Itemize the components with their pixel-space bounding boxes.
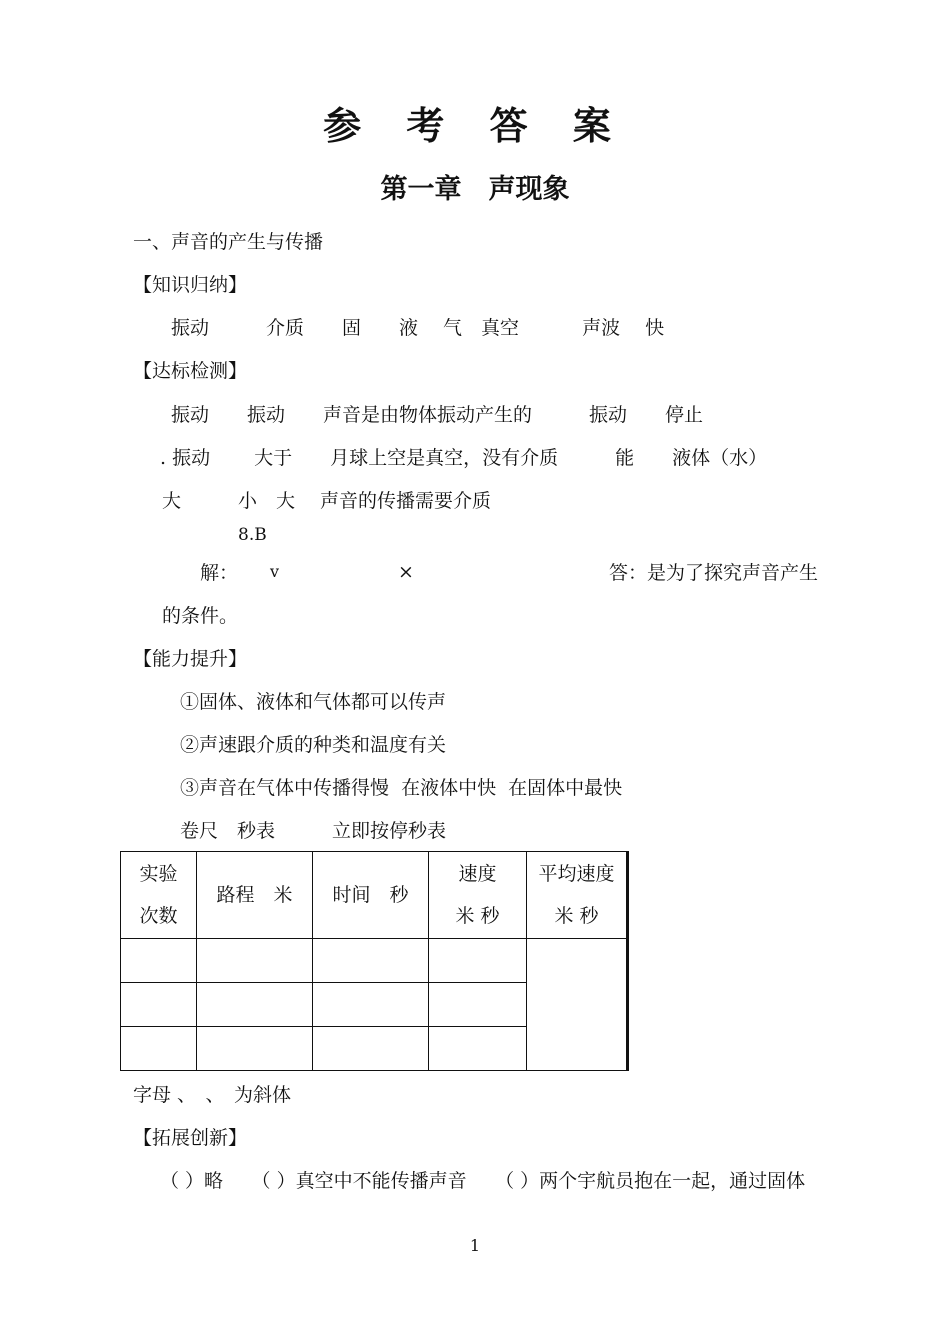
ability-tools: 卷尺 秒表 立即按停秒表 — [180, 820, 447, 842]
header-distance: 路程 米 — [197, 852, 313, 939]
table-row — [121, 939, 628, 983]
table-cell — [121, 983, 197, 1027]
header-avg-speed-line1: 平均速度 — [538, 863, 615, 885]
ability-item-1: ①固体、液体和气体都可以传声 — [180, 691, 447, 713]
check-line-1: 振动 振动 声音是由物体振动产生的 振动 停止 — [171, 404, 704, 426]
table-cell — [313, 983, 429, 1027]
header-trial — [121, 852, 197, 939]
main-title: 参 考 答 案 — [323, 104, 627, 148]
table-cell — [429, 983, 527, 1027]
check-line-5d: 答：是为了探究声音产生 — [609, 562, 819, 584]
expand-line: （ ）略 （ ）真空中不能传播声音 （ ）两个宇航员抱在一起，通过固体 — [160, 1170, 806, 1192]
header-trial-line1: 实验 — [139, 863, 178, 885]
knowledge-answers: 振动 介质 固 液 气 真空 声波 快 — [171, 317, 665, 339]
section-heading: 一、声音的产生与传播 — [133, 231, 324, 253]
check-heading: 【达标检测】 — [133, 360, 248, 382]
table-cell — [313, 1027, 429, 1071]
header-speed-line2: 米 秒 — [455, 905, 500, 927]
header-avg-speed-line2: 米 秒 — [554, 905, 599, 927]
check-line-5c: × — [398, 561, 414, 583]
table-cell — [197, 983, 313, 1027]
header-speed — [429, 852, 527, 939]
page-number: 1 — [469, 1236, 481, 1255]
check-line-6: 的条件。 — [162, 605, 239, 627]
table-cell — [197, 1027, 313, 1071]
table-cell — [429, 1027, 527, 1071]
chapter-title: 第一章 声现象 — [380, 174, 570, 205]
table-cell — [197, 939, 313, 983]
check-line-3: 大 小 大 声音的传播需要介质 — [162, 490, 492, 512]
header-speed-line1: 速度 — [458, 863, 497, 885]
avg-speed-cell — [527, 939, 628, 1071]
ability-item-2: ②声速跟介质的种类和温度有关 — [180, 734, 447, 756]
check-line-5a: 解： — [200, 562, 239, 584]
table-cell — [429, 939, 527, 983]
header-avg-speed — [527, 852, 628, 939]
italic-note: 字母 、 、 为斜体 — [133, 1084, 292, 1106]
data-table — [120, 851, 629, 1071]
expand-heading: 【拓展创新】 — [133, 1127, 248, 1149]
ability-heading: 【能力提升】 — [133, 648, 248, 670]
header-trial-line2: 次数 — [139, 905, 178, 927]
ability-item-3: ③声音在气体中传播得慢 在液体中快 在固体中最快 — [180, 777, 623, 799]
table-cell — [121, 1027, 197, 1071]
check-line-2: . 振动 大于 月球上空是真空，没有介质 能 液体（水） — [160, 447, 768, 469]
check-line-4: 8.B — [238, 525, 267, 545]
knowledge-heading: 【知识归纳】 — [133, 274, 248, 296]
table-cell — [121, 939, 197, 983]
table-cell — [313, 939, 429, 983]
header-time: 时间 秒 — [313, 852, 429, 939]
check-line-5b: v — [270, 562, 280, 581]
